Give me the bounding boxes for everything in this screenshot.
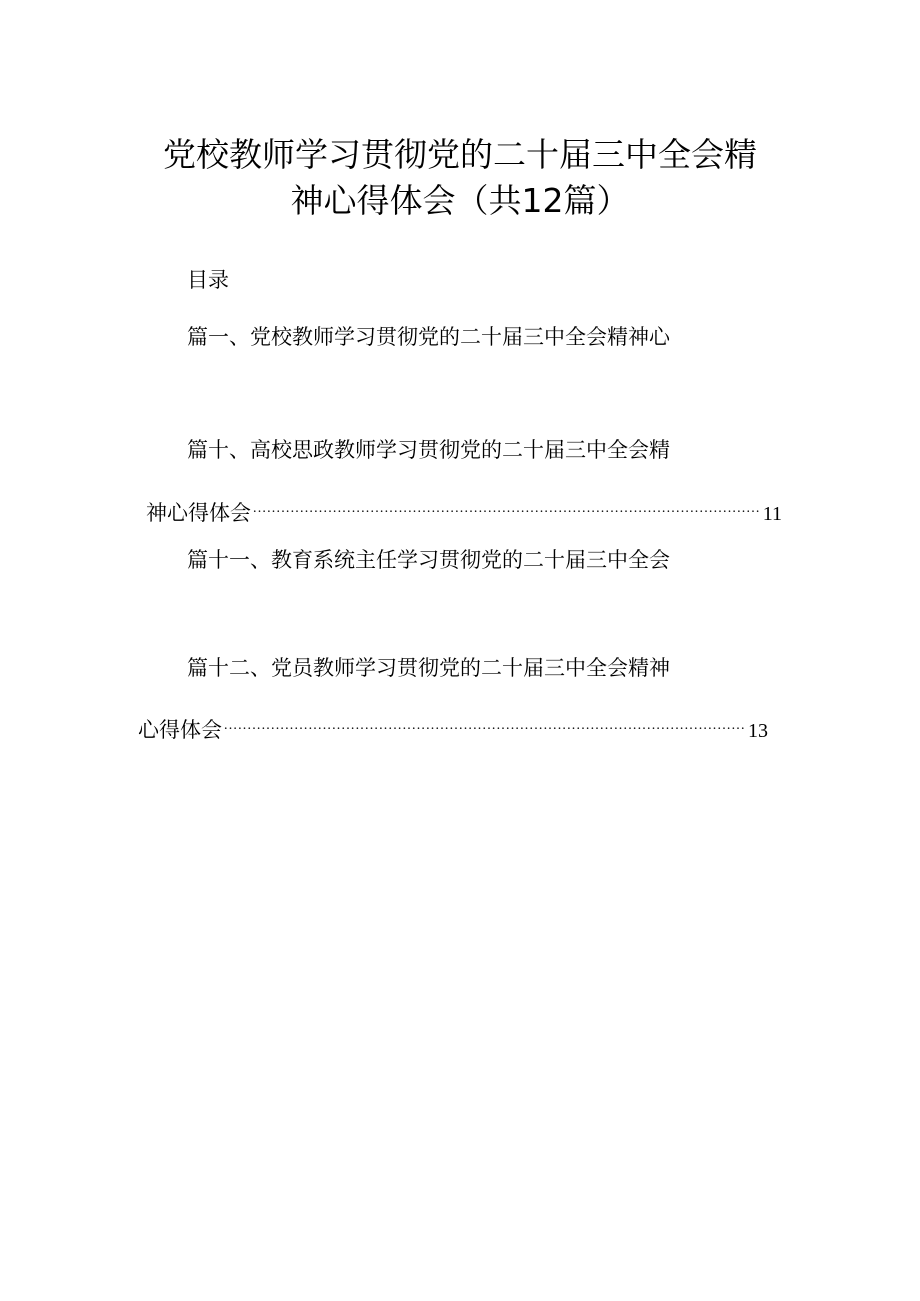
toc-entry-4-last-line[interactable] [138,707,768,746]
toc-entry-4-dot-leader [224,707,746,737]
toc-entry-1-text[interactable]: 篇一、党校教师学习贯彻党的二十届三中全会精神心 [187,325,670,349]
toc-entry-4-text[interactable]: 篇十二、党员教师学习贯彻党的二十届三中全会精神 [187,656,670,680]
toc-entry-2-last-line[interactable] [146,490,782,529]
toc-entry-2-dot-leader [253,490,761,520]
toc-entry-4-text-continued: 心得体会 [138,718,222,742]
document-title-line-1: 党校教师学习贯彻党的二十届三中全会精 [163,135,757,174]
toc-entry-2-text[interactable]: 篇十、高校思政教师学习贯彻党的二十届三中全会精 [187,438,670,462]
document-title-line-2: 神心得体会（共12篇） [290,181,630,220]
toc-heading: 目录 [187,268,229,292]
toc-entry-3-text[interactable]: 篇十一、教育系统主任学习贯彻党的二十届三中全会 [187,548,670,572]
toc-entry-4-page-number: 13 [748,720,768,742]
toc-entry-2-text-continued: 神心得体会 [146,501,251,525]
toc-entry-2-page-number: 11 [762,503,782,525]
